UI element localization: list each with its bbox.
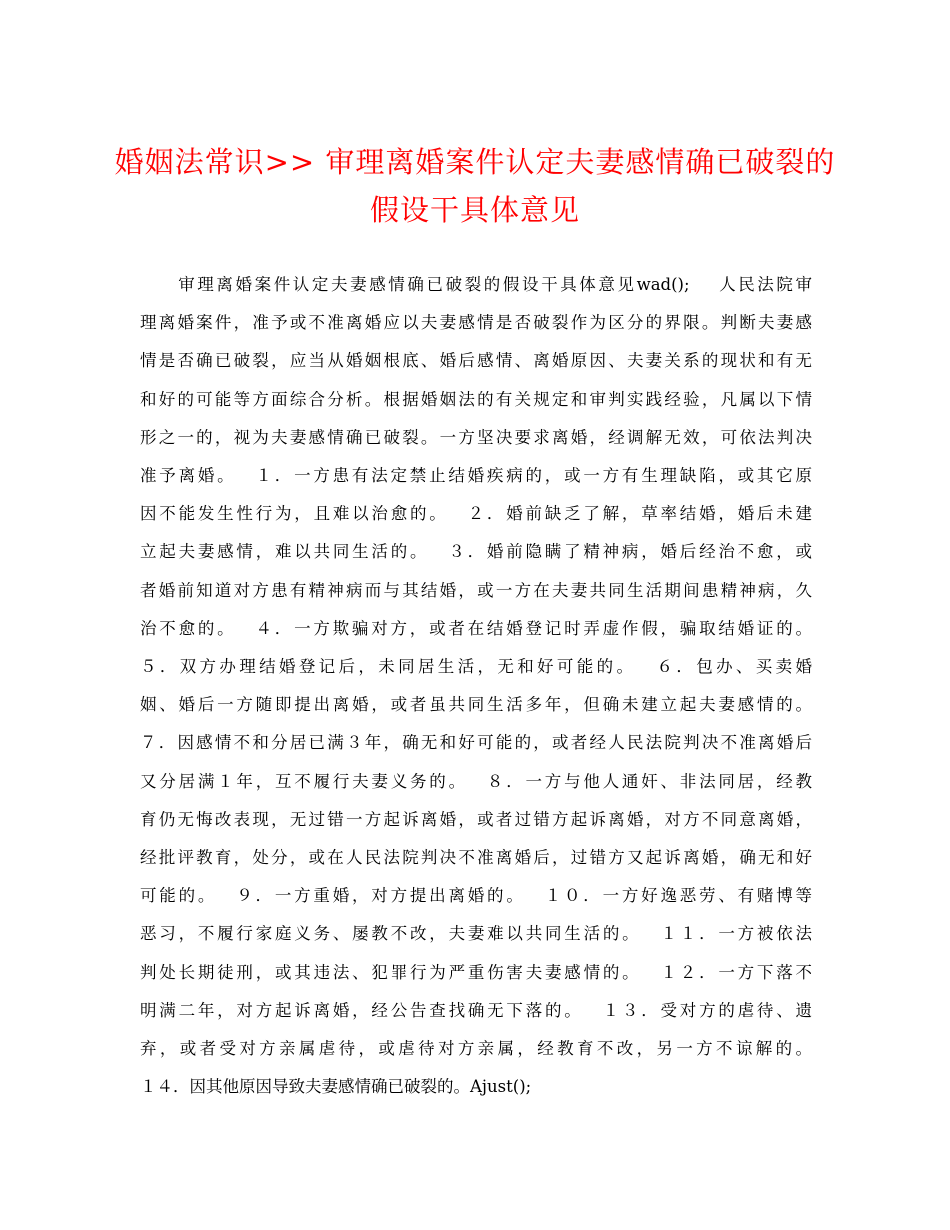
body-line: 可能的。 ９．一方重婚，对方提出离婚的。 １０．一方好逸恶劳、有赌博等 — [140, 886, 812, 906]
body-line: 经批评教育，处分，或在人民法院判决不准离婚后，过错方又起诉离婚，确无和好 — [140, 848, 812, 868]
title-line-2: 假设干具体意见 — [369, 193, 580, 227]
body-line: ５．双方办理结婚登记后，未同居生活，无和好可能的。 ６．包办、买卖婚 — [140, 657, 812, 677]
body-line: 育仍无悔改表现，无过错一方起诉离婚，或者过错方起诉离婚，对方不同意离婚， — [140, 809, 812, 829]
body-line: 和好的可能等方面综合分析。根据婚姻法的有关规定和审判实践经验，凡属以下情 — [140, 389, 812, 409]
body-line: 者婚前知道对方患有精神病而与其结婚，或一方在夫妻共同生活期间患精神病，久 — [140, 580, 812, 600]
body-line: 又分居满１年，互不履行夫妻义务的。 ８．一方与他人通奸、非法同居，经教 — [140, 771, 812, 791]
body-line: 治不愈的。 ４．一方欺骗对方，或者在结婚登记时弄虚作假，骗取结婚证的。 — [140, 618, 812, 638]
body-line: 明满二年，对方起诉离婚，经公告查找确无下落的。 １３．受对方的虐待、遗 — [140, 1000, 812, 1020]
body-line: 形之一的，视为夫妻感情确已破裂。一方坚决要求离婚，经调解无效，可依法判决 — [140, 427, 812, 447]
document-title — [100, 138, 850, 234]
body-line: 立起夫妻感情，难以共同生活的。 ３．婚前隐瞒了精神病，婚后经治不愈，或 — [140, 542, 812, 562]
body-line: 判处长期徒刑，或其违法、犯罪行为严重伤害夫妻感情的。 １２．一方下落不 — [140, 962, 812, 982]
body-line: 因不能发生性行为，且难以治愈的。 ２．婚前缺乏了解，草率结婚，婚后未建 — [140, 504, 812, 524]
body-line: 理离婚案件，准予或不准离婚应以夫妻感情是否破裂作为区分的界限。判断夫妻感 — [140, 313, 812, 333]
body-line: ７．因感情不和分居已满３年，确无和好可能的，或者经人民法院判决不准离婚后 — [140, 733, 812, 753]
body-line: 姻、婚后一方随即提出离婚，或者虽共同生活多年，但确未建立起夫妻感情的。 — [140, 695, 812, 715]
document-body — [140, 266, 812, 1106]
body-line: 情是否确已破裂，应当从婚姻根底、婚后感情、离婚原因、夫妻关系的现状和有无 — [140, 351, 812, 371]
body-line: 审理离婚案件认定夫妻感情确已破裂的假设干具体意见wad(); 人民法院审 — [140, 275, 812, 294]
body-line: 恶习，不履行家庭义务、屡教不改，夫妻难以共同生活的。 １１．一方被依法 — [140, 924, 812, 944]
body-line: 准予离婚。 １．一方患有法定禁止结婚疾病的，或一方有生理缺陷，或其它原 — [140, 466, 812, 486]
body-line: 弃，或者受对方亲属虐待，或虐待对方亲属，经教育不改，另一方不谅解的。 — [140, 1039, 812, 1059]
body-line-last: １４．因其他原因导致夫妻感情确已破裂的。Ajust(); — [140, 1077, 532, 1097]
title-line-1: 婚姻法常识>> 审理离婚案件认定夫妻感情确已破裂的 — [114, 145, 836, 179]
